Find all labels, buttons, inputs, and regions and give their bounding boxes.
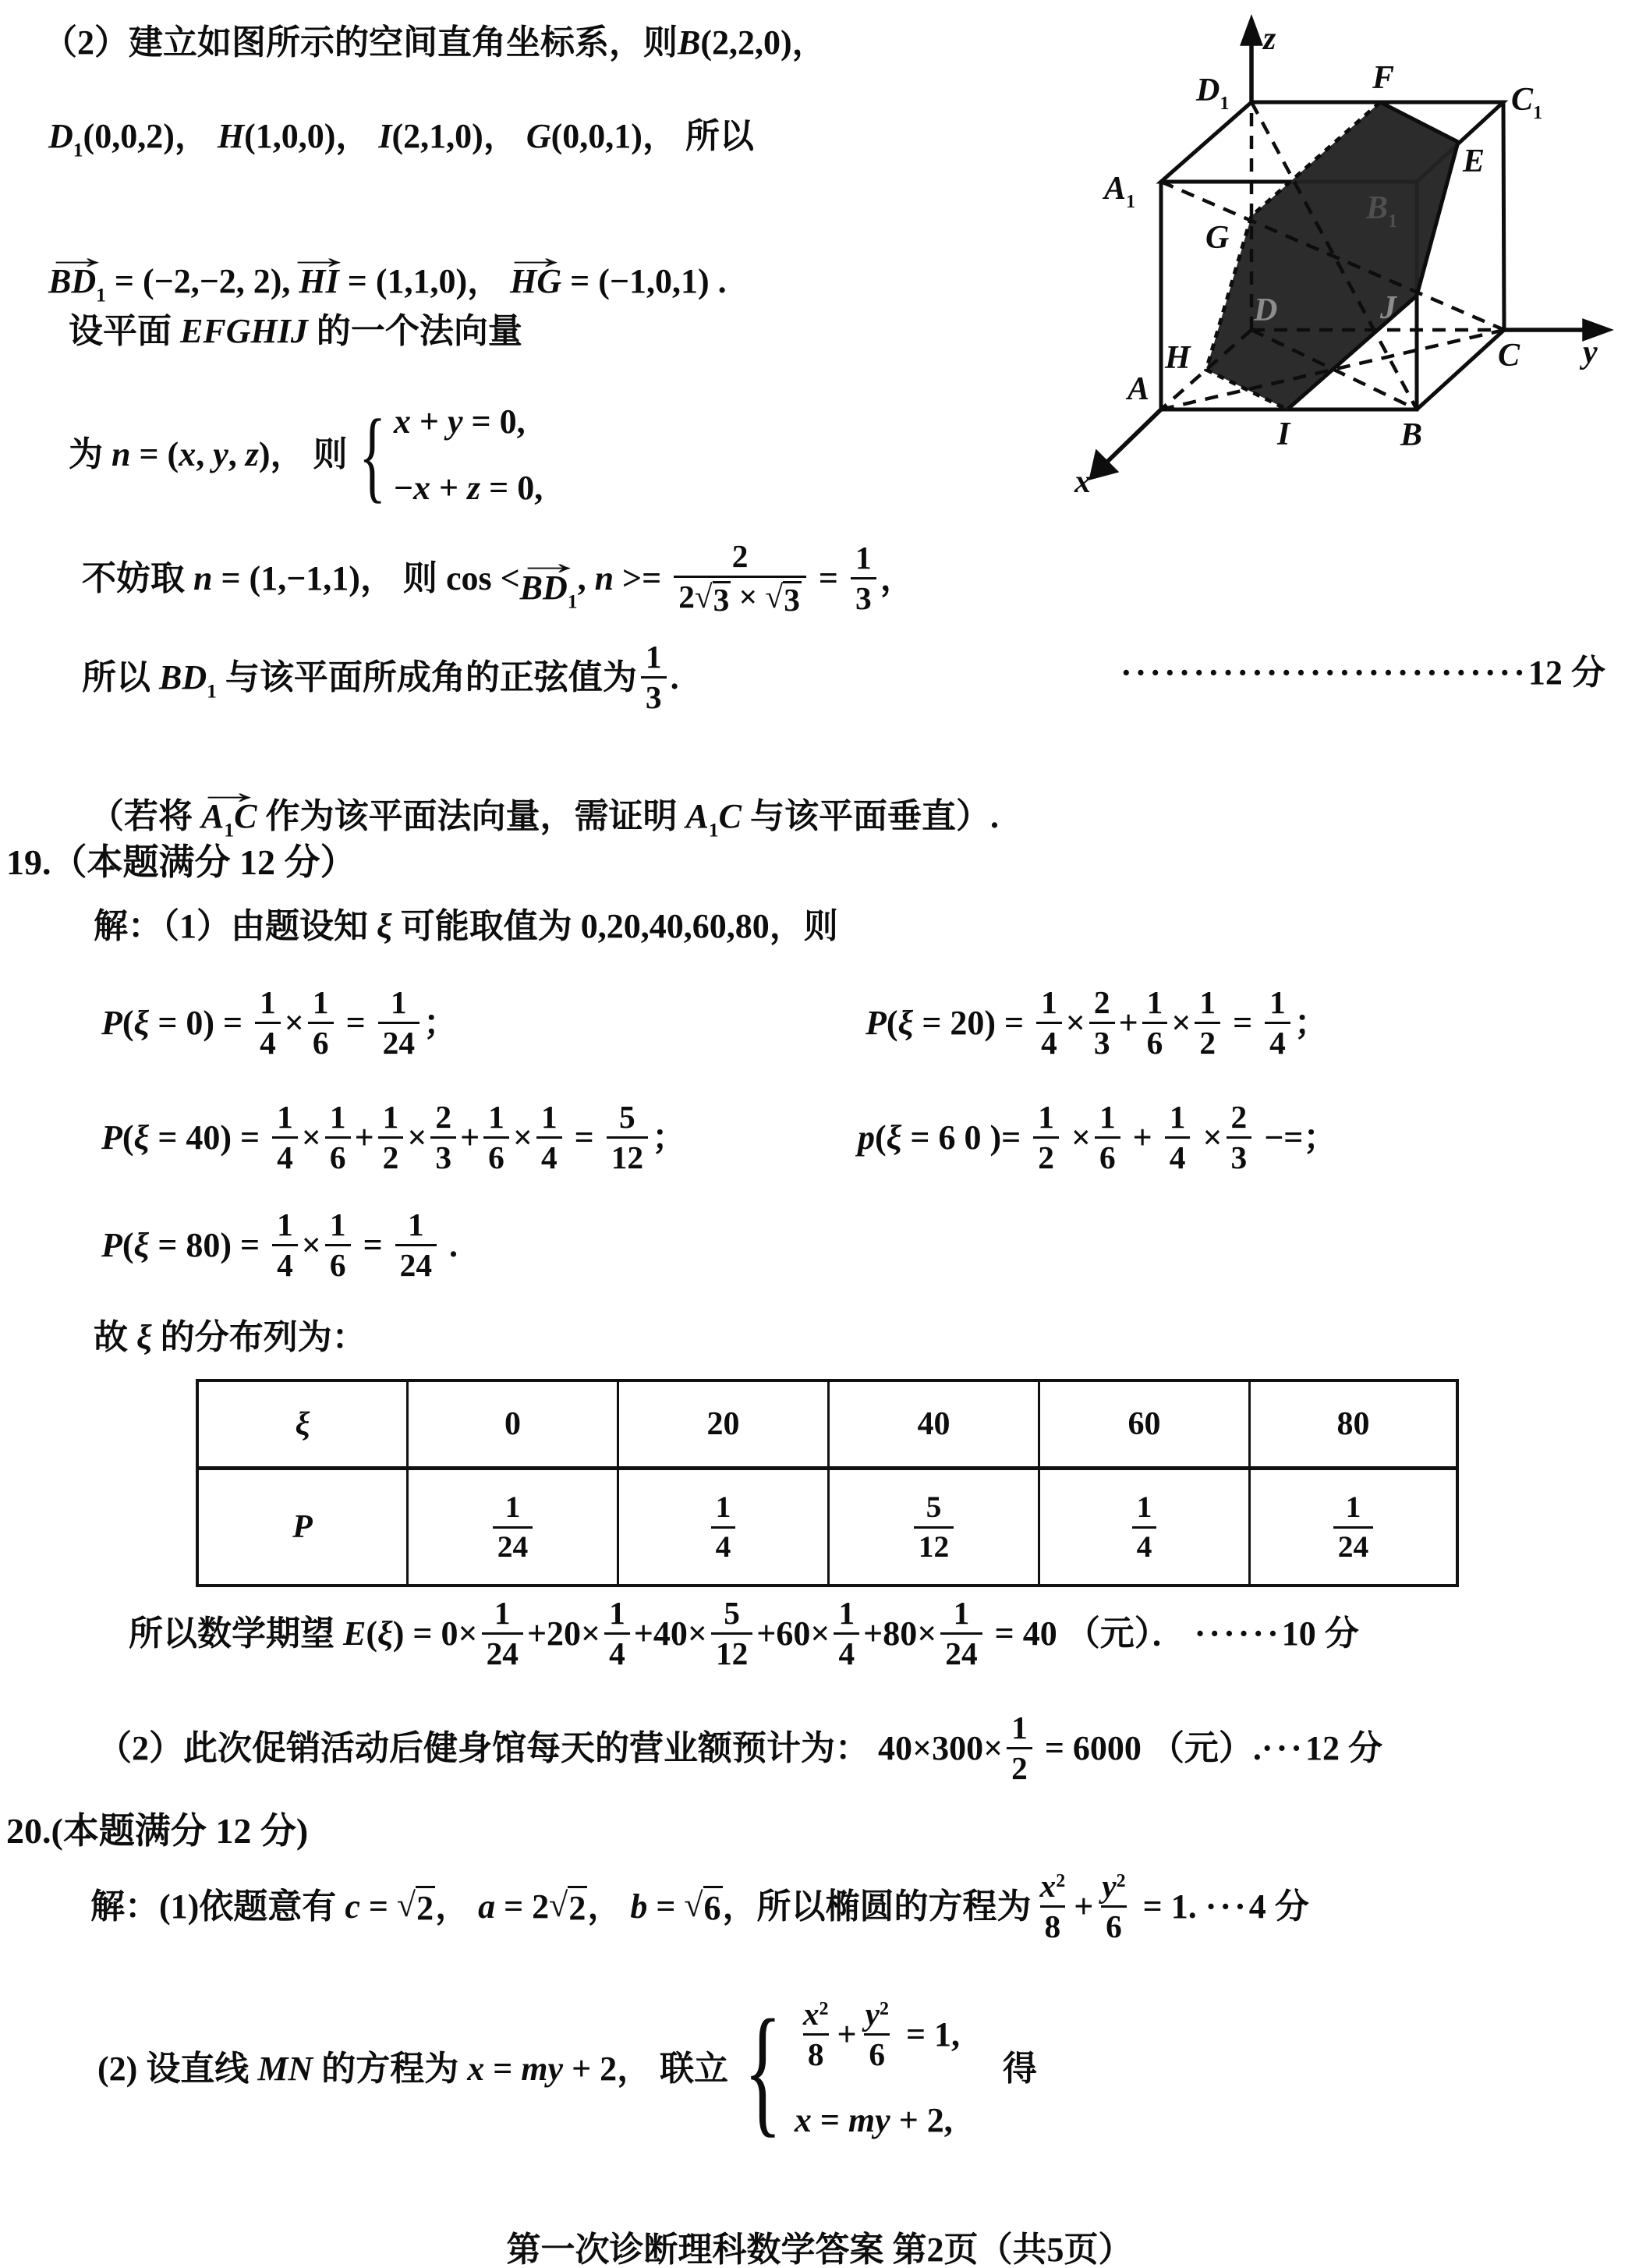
table-cell: $\frac{1}{24}$ xyxy=(1248,1470,1456,1584)
figure-label-vertex-B: B xyxy=(1400,417,1423,453)
q19-heading: 19.（本题满分 12 分） xyxy=(6,842,356,882)
expectation-line: 所以数学期望 E ( ξ ) = 0× $\frac{1}{24}$ +20× $\frac{1}{4}$ +40× $\frac{5}{12}$ +60× $\frac{1}{4}$ +80× $\frac{1}{24}$ = 40 （元）． ······ 10 分 xyxy=(129,1595,1359,1672)
figure-label-vertex-D1: $D_1$ xyxy=(1196,73,1230,114)
figure-label-vertex-B1: $B_1$ xyxy=(1366,190,1398,232)
table-cell: P xyxy=(292,1509,313,1545)
sol18-remark: （若将 $A_1C$ → 作为该平面法向量，需证明 $A_1C$ 与该平面垂直）. xyxy=(90,778,999,837)
q19-part2-line: （2）此次促销活动后健身馆每天的营业额预计为： 40×300× $\frac{1}{2}$ = 6000 （元） . ··· 12 分 xyxy=(97,1710,1382,1787)
q20-heading: 20.(本题满分 12 分) xyxy=(6,1811,309,1851)
table-cell: 20 xyxy=(617,1382,827,1470)
prob-xi-40: P ( ξ = 40) = $\frac{1}{4}$ × $\frac{1}{6}$ + $\frac{1}{2}$ × $\frac{2}{3}$ + $\frac{1}{6}$ × $\frac{1}{4}$ = $\frac{5}{12}$ ； xyxy=(101,1099,687,1176)
table-cell: $\frac{1}{24}$ xyxy=(406,1470,617,1584)
figure-label-vertex-C1: $C_1$ xyxy=(1511,82,1543,123)
table-cell: 60 xyxy=(1038,1382,1248,1470)
figure-label-axis-x: x xyxy=(1074,464,1091,500)
figure-label-axis-y: y xyxy=(1583,335,1598,370)
prob-xi-60: p ( ξ = 6 0 )= $\frac{1}{2}$ × $\frac{1}{6}$ + $\frac{1}{4}$ × $\frac{2}{3}$ −= ； xyxy=(858,1099,1338,1176)
sol18-cosine: 不妨取 n = (1,−1,1) ， 则 cos < $BD_1$ → , n >= 2 2 √ 3 × √ 3 = $\frac{1}{3}$ ， xyxy=(82,540,915,617)
sol18-sine-conclusion: 所以 $BD_1$ 与该平面所成角的正弦值为 $\frac{1}{3}$ . xyxy=(82,639,679,716)
table-cell: ξ xyxy=(199,1382,406,1470)
table-cell: 40 xyxy=(827,1382,1038,1470)
figure-label-point-G: G xyxy=(1205,220,1230,256)
q19-part1-intro: 解：（1）由题设知 ξ 可能取值为 0,20,40,60,80，则 xyxy=(94,907,838,945)
figure-label-vertex-C: C xyxy=(1498,338,1520,374)
figure-label-point-F: F xyxy=(1372,60,1395,96)
sol18-part2-intro: （2）建立如图所示的空间直角坐标系，则B(2,2,0)， xyxy=(43,23,827,62)
table-cell: $\frac{5}{12}$ xyxy=(827,1470,1038,1584)
figure-label-vertex-A: A xyxy=(1127,371,1150,407)
dist-table-caption: 故 ξ 的分布列为： xyxy=(94,1318,366,1356)
figure-label-point-H: H xyxy=(1165,340,1191,376)
table-cell: $\frac{1}{4}$ xyxy=(617,1470,827,1584)
score-12-first: ····························12 分 xyxy=(1120,654,1605,692)
distribution-table xyxy=(196,1379,1459,1587)
page-footer: 第一次诊断理科数学答案 第2页（共5页） xyxy=(506,2231,1133,2268)
sol18-vectors: $BD_1$ → = (−2,−2, 2), HI → = (1,1,0)， HG → = (−1,0,1) . xyxy=(48,243,727,302)
sol18-normal-system: 为 n = ( x , y , z ) ， 则 { x + y = 0, − x + z = 0, xyxy=(69,402,543,508)
table-cell: 80 xyxy=(1248,1382,1456,1470)
q20-part2-line: (2) 设直线 MN 的方程为 x = my + 2 ， 联立 { $\frac{x^2}{8}$ + $\frac{y^2}{6}$ = 1, x = my + 2, 得 xyxy=(97,1998,1037,2140)
figure-label-point-J: J xyxy=(1380,290,1397,326)
prob-xi-80: P ( ξ = 80) = $\frac{1}{4}$ × $\frac{1}{6}$ = $\frac{1}{24}$ . xyxy=(101,1207,458,1284)
sol18-normal-setup: 设平面 EFGHIJ 的一个法向量 xyxy=(69,312,522,350)
table-cell: 0 xyxy=(406,1382,617,1470)
figure-label-axis-z: z xyxy=(1263,21,1276,57)
table-cell: $\frac{1}{4}$ xyxy=(1038,1470,1248,1584)
figure-label-point-E: E xyxy=(1463,144,1485,179)
sol18-coordinates: $D_1(0,0,2)$， H(1,0,0)， I(2,1,0)， G(0,0,1)， 所以 xyxy=(48,117,754,161)
prob-xi-20: P ( ξ = 20) = $\frac{1}{4}$ × $\frac{2}{3}$ + $\frac{1}{6}$ × $\frac{1}{2}$ = $\frac{1}{4}$ ； xyxy=(866,984,1329,1061)
figure-label-point-I: I xyxy=(1277,416,1290,452)
q20-part1-line: 解： (1) 依题意有 c = √ 2 ， a = 2 √ 2 ， b = √ 6 ，所以椭圆的方程为 $\frac{x^2}{8}$ + $\frac{y^2}{6}$ = 1. ··· 4 分 xyxy=(90,1870,1309,1944)
figure-label-vertex-D: D xyxy=(1254,292,1278,328)
prob-xi-0: P ( ξ = 0) = $\frac{1}{4}$ × $\frac{1}{6}$ = $\frac{1}{24}$ ； xyxy=(101,984,458,1061)
figure-label-vertex-A1: $A_1$ xyxy=(1104,171,1136,212)
